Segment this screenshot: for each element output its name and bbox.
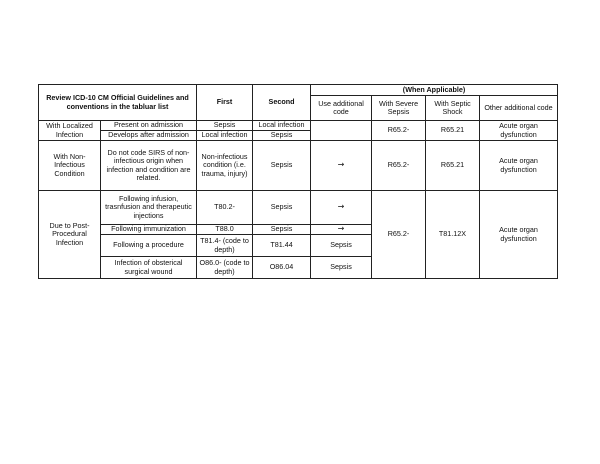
- postprocedural-severe: R65.2-: [372, 191, 426, 279]
- localized-shock: R65.21: [426, 121, 480, 141]
- row-second: Sepsis: [253, 225, 311, 235]
- header-second: Second: [253, 85, 311, 121]
- row-desc: Present on admission: [101, 121, 197, 131]
- table-row: [39, 121, 558, 131]
- header-row: [39, 85, 558, 96]
- row-second: Sepsis: [253, 191, 311, 225]
- row-first: T80.2-: [197, 191, 253, 225]
- row-first: Local infection: [197, 131, 253, 141]
- row-desc: Infection of obsterical surgical wound: [101, 257, 197, 279]
- row-use-additional: Sepsis: [311, 235, 372, 257]
- noninfectious-other: Acute organ dysfunction: [480, 141, 558, 191]
- localized-other: Acute organ dysfunction: [480, 121, 558, 141]
- header-review: Review ICD-10 CM Official Guidelines and conventions in the tabluar list: [39, 85, 197, 121]
- header-other-additional: Other additional code: [480, 96, 558, 121]
- table-row: [39, 141, 558, 191]
- noninfectious-label: With Non-Infectious Condition: [39, 141, 101, 191]
- row-desc: Following a procedure: [101, 235, 197, 257]
- row-first: T88.0: [197, 225, 253, 235]
- header-severe-sepsis: With Severe Sepsis: [372, 96, 426, 121]
- postprocedural-label: Due to Post-Procedural Infection: [39, 191, 101, 279]
- arrow-icon: →: [311, 141, 372, 191]
- header-first: First: [197, 85, 253, 121]
- icd-sepsis-table: [38, 84, 558, 279]
- row-second: Local infection: [253, 121, 311, 131]
- table-row: [39, 191, 558, 225]
- localized-label: With Localized Infection: [39, 121, 101, 141]
- row-second: O86.04: [253, 257, 311, 279]
- row-use-additional: Sepsis: [311, 257, 372, 279]
- row-desc: Following infusion, trasnfusion and therapeutic injections: [101, 191, 197, 225]
- row-first: O86.0- (code to depth): [197, 257, 253, 279]
- noninfectious-severe: R65.2-: [372, 141, 426, 191]
- localized-severe: R65.2-: [372, 121, 426, 141]
- header-use-additional: Use additional code: [311, 96, 372, 121]
- row-second: T81.44: [253, 235, 311, 257]
- postprocedural-other: Acute organ dysfunction: [480, 191, 558, 279]
- header-septic-shock: With Septic Shock: [426, 96, 480, 121]
- row-first: T81.4- (code to depth): [197, 235, 253, 257]
- noninfectious-desc: Do not code SIRS of non-infectious origin when infection and condition are related.: [101, 141, 197, 191]
- noninfectious-second: Sepsis: [253, 141, 311, 191]
- header-when-applicable: (When Applicable): [311, 85, 558, 96]
- localized-use-additional: [311, 121, 372, 141]
- row-desc: Following immunization: [101, 225, 197, 235]
- arrow-icon: →: [311, 191, 372, 225]
- row-second: Sepsis: [253, 131, 311, 141]
- row-desc: Develops after admission: [101, 131, 197, 141]
- noninfectious-first: Non-infectious condition (i.e. trauma, injury): [197, 141, 253, 191]
- row-first: Sepsis: [197, 121, 253, 131]
- noninfectious-shock: R65.21: [426, 141, 480, 191]
- arrow-icon: →: [311, 225, 372, 235]
- postprocedural-shock: T81.12X: [426, 191, 480, 279]
